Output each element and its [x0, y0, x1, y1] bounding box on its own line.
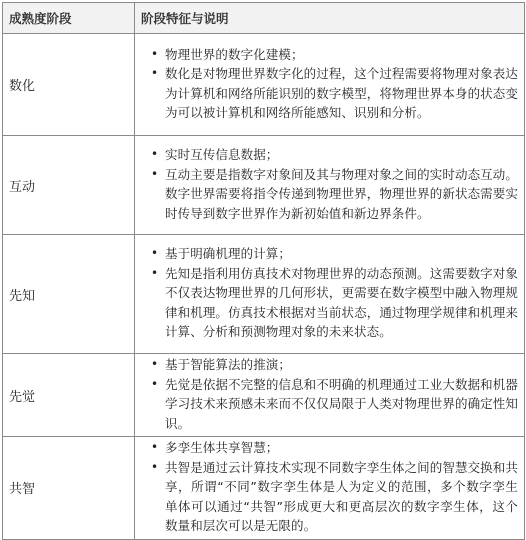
list-item-text: 基于智能算法的推演； — [165, 357, 292, 372]
list-item-text: 先觉是依据不完整的信息和不明确的机理通过工业大数据和机器学习技术来预感未来而不仅仅局限于人类对物理世界的确定性知识。 — [165, 376, 518, 431]
maturity-stage-table — [2, 2, 525, 540]
bullet-icon: • — [151, 246, 159, 261]
list-item — [135, 64, 518, 123]
list-item — [135, 45, 518, 65]
list-item — [135, 244, 518, 264]
stage-description — [135, 34, 525, 136]
stage-description — [135, 437, 525, 540]
list-item — [135, 438, 518, 458]
list-item — [135, 355, 518, 375]
list-item-text: 物理世界的数字化建模； — [165, 46, 304, 62]
list-item-text: 实时互传信息数据； — [165, 147, 279, 162]
list-item — [135, 458, 518, 536]
list-item-text: 共智是通过云计算技术实现不同数字孪生体之间的智慧交换和共享，所谓“不同”数字孪生体是人为定义的范围，多个数字孪生单体可以通过“共智”形成更大和更高层次的数字孪生体，这个数量和层次可以是无限的。 — [165, 459, 518, 533]
bullet-list — [135, 45, 518, 123]
table-row — [3, 34, 525, 136]
list-item — [135, 165, 518, 224]
header-stage: 成熟度阶段 — [3, 3, 135, 34]
stage-description — [135, 136, 525, 235]
list-item-text: 多孪生体共享智慧； — [165, 440, 279, 455]
bullet-icon: • — [151, 265, 159, 280]
bullet-icon: • — [151, 66, 159, 80]
bullet-icon: • — [151, 376, 159, 391]
bullet-list — [135, 355, 518, 433]
stage-name: 先知 — [3, 235, 135, 354]
stage-name: 共智 — [3, 437, 135, 540]
list-item-text: 基于明确机理的计算； — [165, 246, 292, 262]
table-row — [3, 354, 525, 437]
list-item-text: 先知是指利用仿真技术对物理世界的动态预测。这需要数字对象不仅表达物理世界的几何形状，更需要在数字模型中融入物理规律和机理。仿真技术根据对当前状态，通过物理学规律和机理来计算、分析和预测物理对象的未来状态。 — [165, 265, 518, 340]
list-item — [135, 145, 518, 165]
list-item — [135, 264, 518, 342]
bullet-list — [135, 145, 518, 223]
list-item-text: 互动主要是指数字对象间及其与物理对象之间的实时动态互动。数字世界需要将指令传递到物理世界，物理世界的新状态需要实时传导到数字世界作为新初始值和新边界条件。 — [165, 166, 518, 221]
bullet-icon: • — [151, 440, 159, 454]
list-item — [135, 375, 518, 434]
bullet-list — [135, 244, 518, 342]
bullet-icon: • — [151, 46, 159, 61]
bullet-icon: • — [151, 147, 159, 161]
list-item-text: 数化是对物理世界数字化的过程，这个过程需要将物理对象表达为计算机和网络所能识别的数字模型，将物理世界本身的状态变为可以被计算机和网络所能感知、识别和分析。 — [165, 66, 518, 120]
bullet-icon: • — [151, 357, 159, 371]
table-header-row — [3, 3, 525, 34]
table-row — [3, 437, 525, 540]
table-row — [3, 235, 525, 354]
stage-name: 互动 — [3, 136, 135, 235]
stage-description — [135, 235, 525, 354]
stage-name: 先觉 — [3, 354, 135, 437]
stage-description — [135, 354, 525, 437]
stage-name: 数化 — [3, 34, 135, 136]
bullet-icon: • — [151, 166, 159, 181]
bullet-list — [135, 438, 518, 536]
bullet-icon: • — [151, 459, 159, 474]
table-row — [3, 136, 525, 235]
header-description: 阶段特征与说明 — [135, 3, 525, 34]
